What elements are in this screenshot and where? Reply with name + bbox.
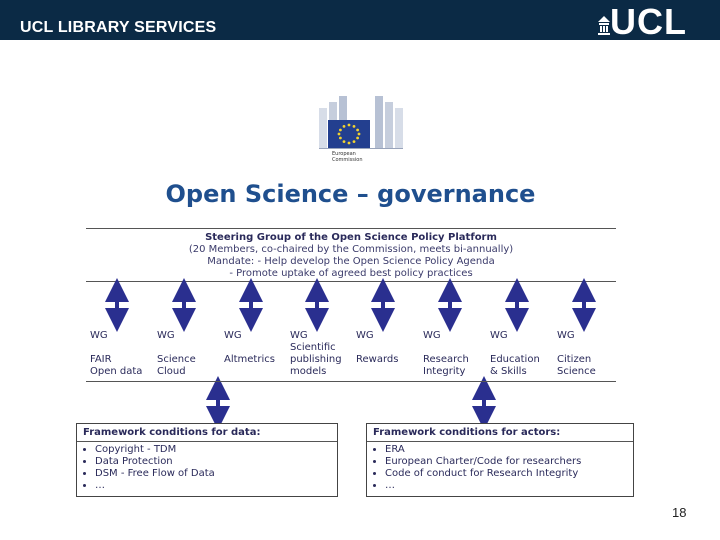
wg-science-cloud xyxy=(157,330,196,378)
divider-wg-bottom xyxy=(86,381,616,382)
header-bar xyxy=(0,0,720,40)
framework-data-heading: Framework conditions for data: xyxy=(77,424,337,442)
wg-line: Altmetrics xyxy=(224,354,275,365)
ucl-logo-text: UCL xyxy=(610,1,687,42)
list-item: • DSM - Free Flow of Data xyxy=(95,468,337,480)
wg-line: Rewards xyxy=(356,354,399,365)
wg-line xyxy=(224,342,275,354)
wg-line: Science xyxy=(557,366,596,377)
list-item: • Copyright - TDM xyxy=(95,444,337,456)
ec-logo-line1: European xyxy=(332,151,356,157)
list-item: • Data Protection xyxy=(95,456,337,468)
framework-data-box xyxy=(76,423,338,497)
steering-line3: - Promote uptake of agreed best policy practices xyxy=(229,268,473,279)
wg-line: Open data xyxy=(90,366,143,377)
slide-title: Open Science – governance xyxy=(165,180,536,208)
wg-line: Education xyxy=(490,354,540,365)
header-title: UCL LIBRARY SERVICES xyxy=(20,19,217,36)
framework-actors-box xyxy=(366,423,634,497)
list-item: • … xyxy=(385,480,633,492)
wg-scientific-publishing xyxy=(290,330,342,378)
wg-line xyxy=(157,342,196,354)
wg-line xyxy=(557,342,596,354)
wg-label: WG xyxy=(356,330,374,341)
wg-line: FAIR xyxy=(90,354,112,365)
wg-line: Scientific xyxy=(290,342,336,353)
wg-line xyxy=(490,342,540,354)
list-item: • ERA xyxy=(385,444,633,456)
wg-label: WG xyxy=(224,330,242,341)
wg-label: WG xyxy=(290,330,308,341)
framework-actors-heading: Framework conditions for actors: xyxy=(367,424,633,442)
ec-logo-line2: Commission xyxy=(332,157,363,162)
wg-line: publishing xyxy=(290,354,342,365)
list-item: • … xyxy=(95,480,337,492)
wg-line xyxy=(423,342,469,354)
wg-altmetrics xyxy=(224,330,275,366)
wg-line: & Skills xyxy=(490,366,527,377)
wg-citizen-science xyxy=(557,330,596,378)
wg-line: models xyxy=(290,366,327,377)
slide-image xyxy=(46,76,655,498)
wg-line: Cloud xyxy=(157,366,186,377)
wg-line xyxy=(90,342,142,354)
wg-line xyxy=(356,342,398,354)
wg-label: WG xyxy=(423,330,441,341)
wg-label: WG xyxy=(557,330,575,341)
wg-label: WG xyxy=(157,330,175,341)
list-item: • Code of conduct for Research Integrity xyxy=(385,468,633,480)
wg-line: Science xyxy=(157,354,196,365)
wg-line: Integrity xyxy=(423,366,466,377)
wg-line: Research xyxy=(423,354,469,365)
wg-fair xyxy=(90,330,142,378)
framework-actors-list xyxy=(367,444,633,492)
steering-line2: Mandate: - Help develop the Open Science Policy Agenda xyxy=(207,256,495,267)
steering-line1: (20 Members, co-chaired by the Commission, meets bi-annually) xyxy=(188,244,514,255)
wg-label: WG xyxy=(490,330,508,341)
wg-line: Citizen xyxy=(557,354,592,365)
wg-label: WG xyxy=(90,330,108,341)
page-number: 18 xyxy=(672,505,687,520)
steering-title: Steering Group of the Open Science Policy Platform xyxy=(205,232,497,243)
framework-data-list xyxy=(77,444,337,492)
wg-research-integrity xyxy=(423,330,469,378)
list-item: • European Charter/Code for researchers xyxy=(385,456,633,468)
wg-rewards xyxy=(356,330,398,366)
wg-education-skills xyxy=(490,330,540,378)
